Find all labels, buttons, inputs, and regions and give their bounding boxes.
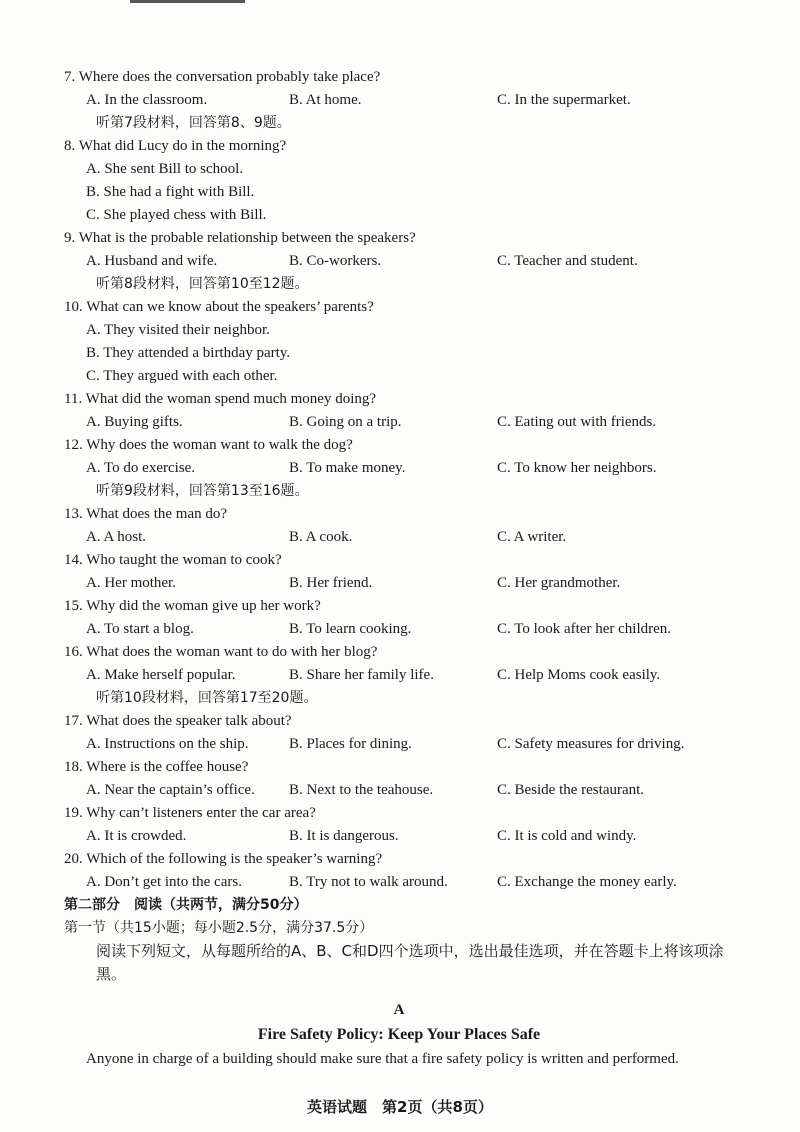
option-c: C. In the supermarket. <box>497 92 631 108</box>
option-a: A. To start a blog. <box>86 621 194 637</box>
question-14-options <box>64 572 734 595</box>
option-a: A. A host. <box>86 529 147 545</box>
question-7-options <box>64 89 734 112</box>
question-13-stem: 13. What does the man do? <box>64 506 228 522</box>
option-c: C. Safety measures for driving. <box>497 736 685 752</box>
passage-text: Anyone in charge of a building should make sure that a fire safety policy is written and performed. <box>86 1051 679 1067</box>
option-a: A. Instructions on the ship. <box>86 736 249 752</box>
question-18-options <box>64 779 734 802</box>
question-16-stem: 16. What does the woman want to do with her blog? <box>64 644 378 660</box>
option-a: A. Near the captain’s office. <box>86 782 255 798</box>
option-b: B. Share her family life. <box>289 667 434 683</box>
option-a: A. Husband and wife. <box>86 253 218 269</box>
option-b: B. At home. <box>289 92 362 108</box>
option-b: B. Co-workers. <box>289 253 382 269</box>
option-a: A. Buying gifts. <box>86 414 183 430</box>
option-c: C. Exchange the money early. <box>497 874 677 890</box>
option-c: C. She played chess with Bill. <box>86 207 267 223</box>
question-16-options <box>64 664 734 687</box>
question-18-stem: 18. Where is the coffee house? <box>64 759 249 775</box>
question-19-stem: 19. Why can’t listeners enter the car area? <box>64 805 316 821</box>
option-c: C. Eating out with friends. <box>497 414 657 430</box>
option-b: B. She had a fight with Bill. <box>86 184 255 200</box>
option-c: C. They argued with each other. <box>86 368 278 384</box>
listening-intro-17: 听第10段材料，回答第17至20题。 <box>96 690 318 706</box>
option-c: C. Her grandmother. <box>497 575 621 591</box>
option-b: B. Try not to walk around. <box>289 874 448 890</box>
option-c: C. Beside the restaurant. <box>497 782 645 798</box>
option-a: A. Don’t get into the cars. <box>86 874 242 890</box>
option-b: B. Next to the teahouse. <box>289 782 434 798</box>
exam-page <box>64 66 734 1071</box>
option-b: B. They attended a birthday party. <box>86 345 291 361</box>
part-2-heading: 第二部分 阅读（共两节，满分50分） <box>64 897 308 913</box>
option-b: B. Her friend. <box>289 575 373 591</box>
question-17-options <box>64 733 734 756</box>
question-11-stem: 11. What did the woman spend much money doing? <box>64 391 377 407</box>
option-a: A. It is crowded. <box>86 828 187 844</box>
listening-intro-10: 听第8段材料，回答第10至12题。 <box>96 276 309 292</box>
passage-letter: A <box>393 1002 405 1018</box>
question-12-stem: 12. Why does the woman want to walk the dog? <box>64 437 353 453</box>
question-19-options <box>64 825 734 848</box>
section-1-heading: 第一节（共15小题；每小题2.5分，满分37.5分） <box>64 920 374 936</box>
option-a: A. Make herself popular. <box>86 667 236 683</box>
question-20-options <box>64 871 734 894</box>
option-a: A. Her mother. <box>86 575 176 591</box>
option-b: B. It is dangerous. <box>289 828 399 844</box>
question-10-stem: 10. What can we know about the speakers’ parents? <box>64 299 374 315</box>
option-c: C. It is cold and windy. <box>497 828 637 844</box>
question-9-stem: 9. What is the probable relationship between the speakers? <box>64 230 416 246</box>
question-13-options <box>64 526 734 549</box>
question-11-options <box>64 411 734 434</box>
question-7-stem: 7. Where does the conversation probably take place? <box>64 69 381 85</box>
option-b: B. A cook. <box>289 529 353 545</box>
option-c: C. To look after her children. <box>497 621 672 637</box>
reading-instructions: 阅读下列短文，从每题所给的A、B、C和D四个选项中，选出最佳选项，并在答题卡上将该项涂黑。 <box>96 942 724 983</box>
question-14-stem: 14. Who taught the woman to cook? <box>64 552 282 568</box>
question-15-options <box>64 618 734 641</box>
listening-intro-8: 听第7段材料，回答第8、9题。 <box>96 115 291 131</box>
option-c: C. Teacher and student. <box>497 253 638 269</box>
listening-intro-13: 听第9段材料，回答第13至16题。 <box>96 483 309 499</box>
page-footer: 英语试题 第2页（共8页） <box>307 1098 493 1116</box>
question-15-stem: 15. Why did the woman give up her work? <box>64 598 321 614</box>
passage-title: Fire Safety Policy: Keep Your Places Safe <box>257 1026 541 1043</box>
question-17-stem: 17. What does the speaker talk about? <box>64 713 292 729</box>
option-c: C. A writer. <box>497 529 567 545</box>
option-a: A. To do exercise. <box>86 460 196 476</box>
option-c: C. To know her neighbors. <box>497 460 657 476</box>
option-b: B. To learn cooking. <box>289 621 412 637</box>
option-a: A. They visited their neighbor. <box>86 322 270 338</box>
option-b: B. To make money. <box>289 460 406 476</box>
top-rule <box>130 0 245 3</box>
option-a: A. She sent Bill to school. <box>86 161 244 177</box>
question-20-stem: 20. Which of the following is the speaker’s warning? <box>64 851 383 867</box>
option-a: A. In the classroom. <box>86 92 208 108</box>
option-b: B. Places for dining. <box>289 736 412 752</box>
question-12-options <box>64 457 734 480</box>
option-c: C. Help Moms cook easily. <box>497 667 661 683</box>
question-9-options <box>64 250 734 273</box>
option-b: B. Going on a trip. <box>289 414 402 430</box>
question-8-stem: 8. What did Lucy do in the morning? <box>64 138 287 154</box>
